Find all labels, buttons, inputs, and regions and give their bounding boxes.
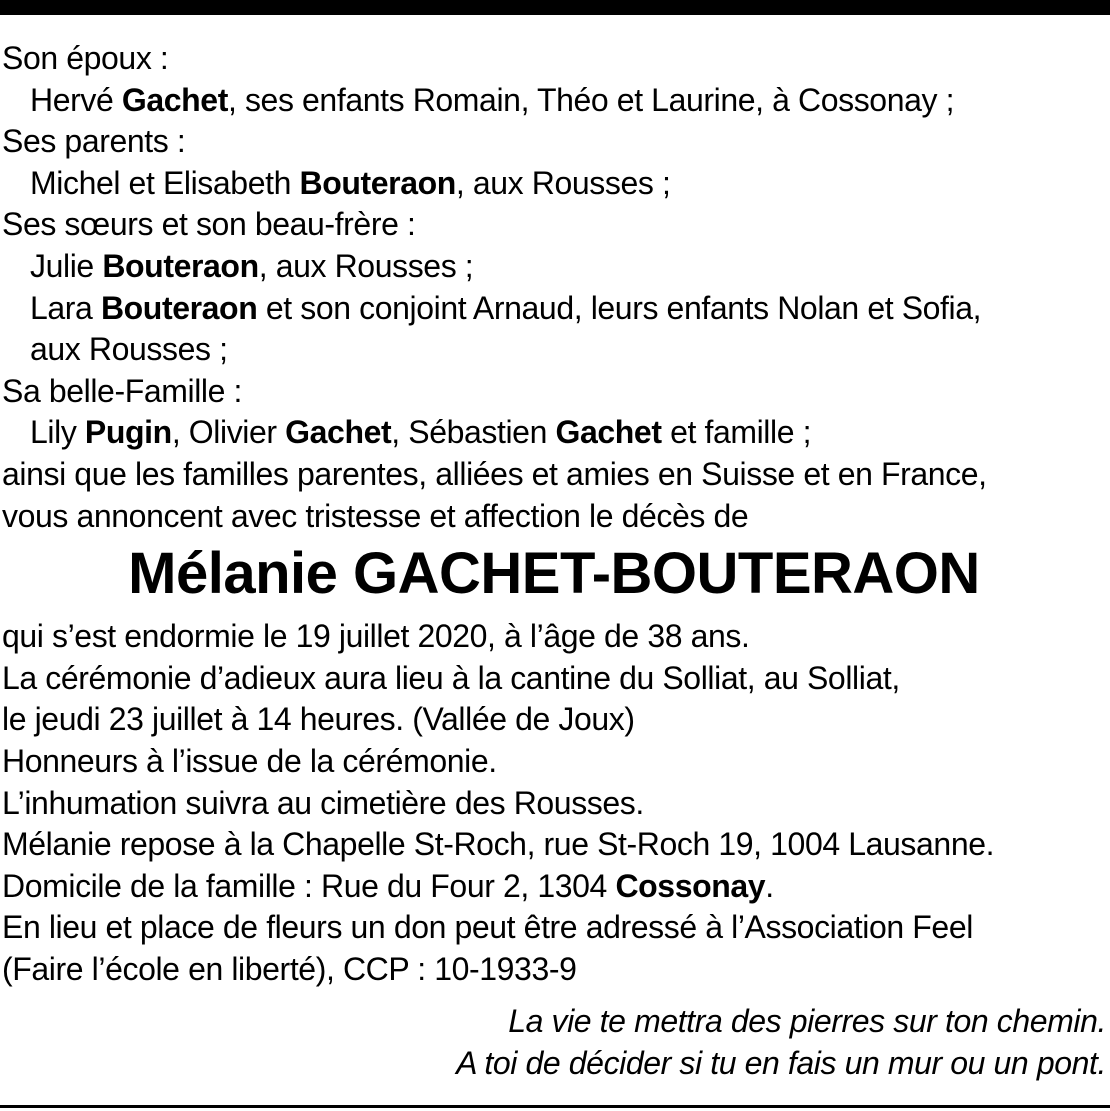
- inlaw3-first-name: , Sébastien: [391, 414, 547, 451]
- sister2-line: [2, 288, 1106, 330]
- husband-rest: , ses enfants Romain, Théo et Laurine, à Cossonay ;: [227, 81, 955, 118]
- detail-line-8: En lieu et place de fleurs un don peut être adressé à l’Association Feel: [2, 909, 973, 946]
- domicile-city: Cossonay: [615, 867, 766, 904]
- parents-surname: Bouteraon: [299, 164, 456, 201]
- inlaw1-first-name: Lily: [30, 414, 77, 451]
- detail-line-5: L’inhumation suivra au cimetière des Rousses.: [2, 784, 644, 821]
- sister1-surname: Bouteraon: [102, 247, 259, 284]
- husband-label: Son époux :: [2, 40, 169, 76]
- inlaw1-surname: Pugin: [84, 414, 172, 451]
- detail-line-6: Mélanie repose à la Chapelle St-Roch, rue St-Roch 19, 1004 Lausanne.: [2, 826, 995, 863]
- top-rule: [0, 0, 1110, 15]
- inlaws-line: [2, 412, 1106, 454]
- sister1-first-name: Julie: [30, 247, 94, 284]
- inlaw3-surname: Gachet: [555, 414, 662, 451]
- husband-surname: Gachet: [121, 81, 228, 118]
- inlaw2-first-name: , Olivier: [171, 414, 277, 451]
- detail-line-9: (Faire l’école en liberté), CCP : 10-1933-9: [2, 950, 577, 987]
- parents-label: Ses parents :: [2, 123, 186, 160]
- husband-line: [2, 80, 1106, 122]
- sister1-line: [2, 246, 1106, 288]
- bottom-rule: [0, 1105, 1110, 1108]
- detail-line-3: le jeudi 23 juillet à 14 heures. (Vallée de Joux): [2, 701, 635, 738]
- husband-first-name: Hervé: [30, 81, 114, 118]
- death-notice: [2, 38, 1106, 1085]
- sister2-rest: et son conjoint Arnaud, leurs enfants Nolan et Sofia,: [257, 289, 982, 326]
- announce-line: vous annoncent avec tristesse et affection le décès de: [2, 497, 749, 534]
- relatives-line: ainsi que les familles parentes, alliées et amies en Suisse et en France,: [2, 455, 987, 492]
- parents-line: [2, 163, 1106, 205]
- deceased-name: Mélanie GACHET-BOUTERAON: [128, 541, 980, 607]
- sister2-first-name: Lara: [30, 289, 93, 326]
- parents-first-names: Michel et Elisabeth: [30, 164, 291, 201]
- domicile-period: .: [765, 867, 774, 904]
- sisters-label: Ses sœurs et son beau-frère :: [2, 206, 416, 243]
- quote-line-1: La vie te mettra des pierres sur ton chemin.: [508, 1003, 1106, 1040]
- sister2-continuation: aux Rousses ;: [30, 331, 228, 368]
- detail-line-4: Honneurs à l’issue de la cérémonie.: [2, 742, 497, 779]
- inlaw2-surname: Gachet: [285, 414, 392, 451]
- sister1-rest: , aux Rousses ;: [258, 247, 474, 284]
- detail-line-2: La cérémonie d’adieux aura lieu à la cantine du Solliat, au Solliat,: [2, 659, 900, 696]
- detail-line-1: qui s’est endormie le 19 juillet 2020, à l’âge de 38 ans.: [2, 618, 750, 655]
- inlaws-rest: et famille ;: [661, 414, 812, 451]
- parents-rest: , aux Rousses ;: [455, 164, 671, 201]
- quote-line-2: A toi de décider si tu en fais un mur ou un pont.: [456, 1045, 1106, 1082]
- inlaws-label: Sa belle-Famille :: [2, 372, 243, 409]
- detail-line-7: [2, 866, 1106, 908]
- sister2-surname: Bouteraon: [100, 289, 258, 326]
- domicile-address: Domicile de la famille : Rue du Four 2, 1304: [2, 867, 607, 904]
